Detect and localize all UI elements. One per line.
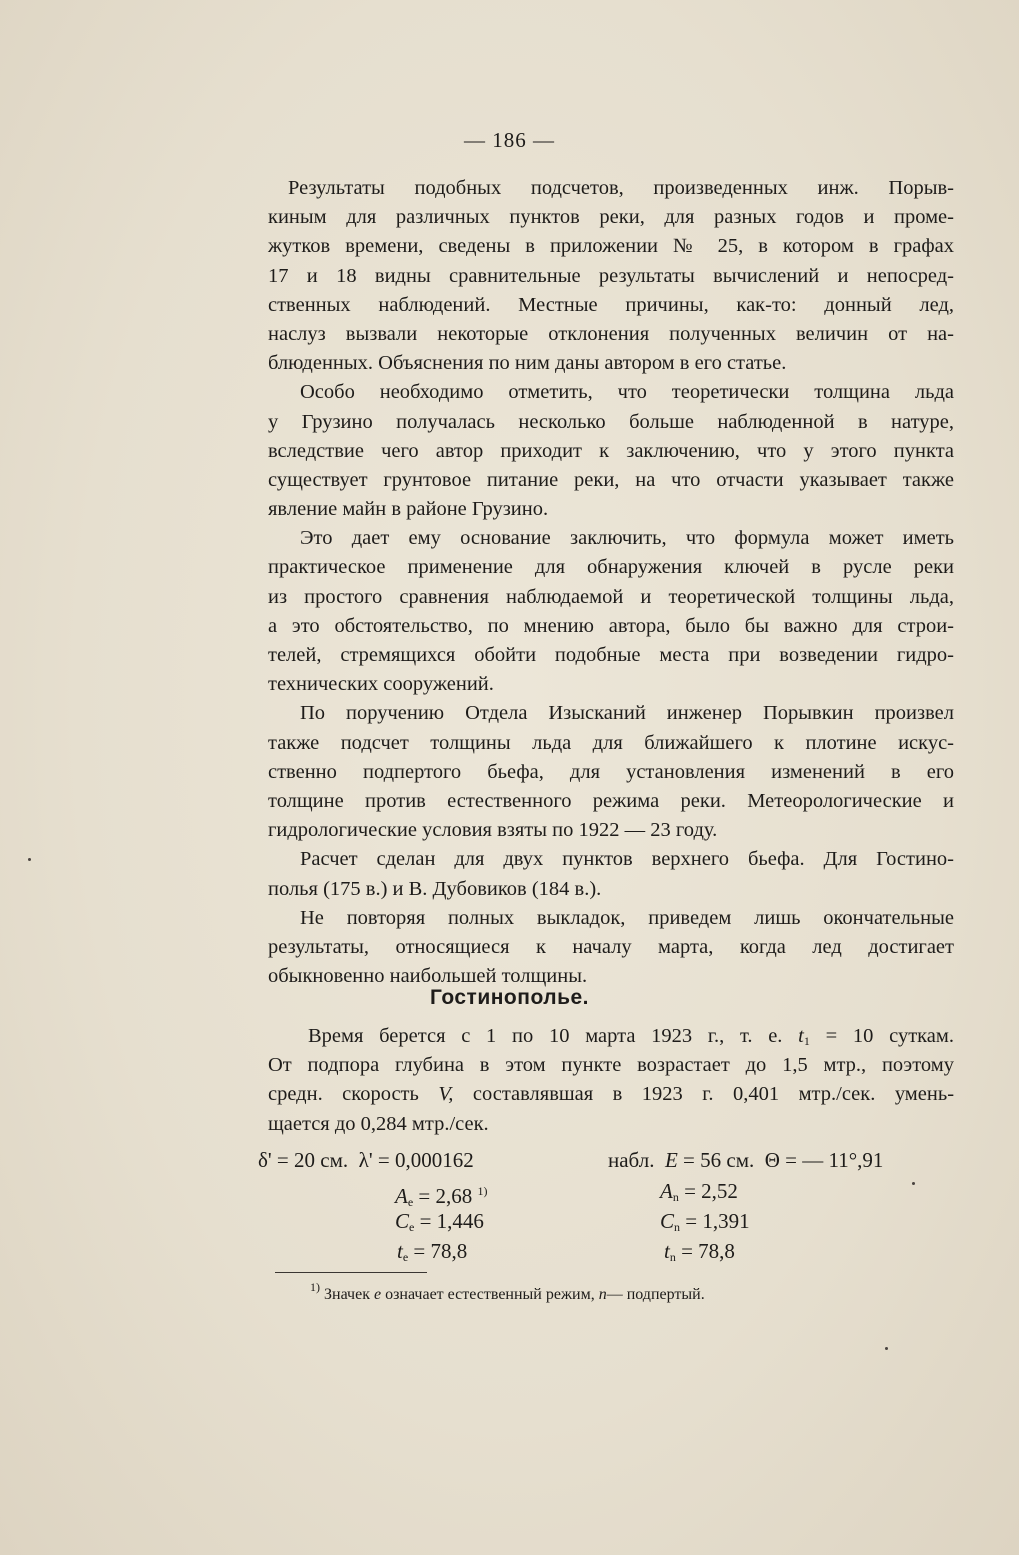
text-line: практическое применение для обнаружения ключей в русле реки	[268, 556, 954, 579]
formula-ae	[395, 1176, 488, 1207]
formula-cn	[660, 1206, 750, 1237]
theta-formula: Θ = — 11°,91	[764, 1148, 884, 1172]
e-subscript: e	[409, 1220, 415, 1234]
t1-value: = 10 суткам.	[825, 1025, 955, 1047]
text-line: Это дает ему основание заключить, что формула может иметь	[300, 527, 954, 550]
text-line: киным для различных пунктов реки, для разных годов и проме-	[268, 206, 954, 229]
scan-speck	[885, 1347, 888, 1350]
c-symbol: C	[660, 1209, 675, 1233]
c-symbol: C	[395, 1209, 410, 1233]
text-line: явление майн в районе Грузино.	[268, 498, 549, 521]
text-line: обыкновенно наибольшей толщины.	[268, 965, 588, 988]
n-subscript: n	[669, 1250, 676, 1264]
observed-label: набл.	[608, 1148, 655, 1172]
text-line: ственных наблюдений. Местные причины, как-то: донный лед,	[268, 293, 954, 316]
text-line: у Грузино получалась несколько больше наблюденной в натуре,	[268, 410, 954, 433]
text-line: блюденных. Объяснения по ним даны автором в его статье.	[268, 352, 787, 375]
cn-value: = 1,391	[685, 1209, 750, 1233]
formula-delta-lambda	[258, 1145, 474, 1176]
footnote-text: Значек	[324, 1286, 370, 1303]
text-line	[268, 1022, 954, 1051]
t-symbol: t	[397, 1239, 403, 1263]
text-line: жутков времени, сведены в приложении № 25, в котором в графах	[268, 235, 954, 258]
footnote-text: — подпертый.	[606, 1286, 705, 1303]
footnote-e-symbol: e	[373, 1286, 382, 1303]
text-line: Особо необходимо отметить, что теоретически толщина льда	[300, 381, 954, 404]
footnote-ref: 1)	[477, 1184, 488, 1198]
an-value: = 2,52	[684, 1179, 738, 1203]
text-line: полья (175 в.) и В. Дубовиков (184 в.).	[268, 877, 602, 900]
formula-te	[397, 1236, 467, 1267]
e-symbol: E	[664, 1148, 678, 1172]
text-line: ственно подпертого бьефа, для установления изменений в его	[268, 760, 954, 783]
n-subscript: n	[672, 1190, 679, 1204]
scan-speck	[28, 858, 31, 861]
footnote-divider	[275, 1272, 427, 1273]
text-line: также подсчет толщины льда для ближайшего к плотине искус-	[268, 731, 954, 754]
text-line: вследствие чего автор приходит к заключению, что у этого пункта	[268, 439, 954, 462]
velocity-symbol: V,	[438, 1083, 454, 1106]
text-segment: Время берется с 1 по 10 марта 1923 г., т. е.	[308, 1025, 783, 1047]
text-line: существует грунтовое питание реки, на что отчасти указывает также	[268, 468, 954, 491]
e-value: = 56 см.	[683, 1148, 755, 1172]
e-subscript: e	[407, 1195, 414, 1209]
text-line: гидрологические условия взяты по 1922 — 23 году.	[268, 819, 718, 842]
a-symbol: A	[660, 1179, 673, 1203]
text-line: 17 и 18 видны сравнительные результаты вычислений и непосред-	[268, 264, 954, 287]
text-line: наслуз вызвали некоторые отклонения полученных величин от на-	[268, 322, 954, 345]
text-line: технических сооружений.	[268, 673, 494, 696]
footnote-text: означает естественный режим,	[385, 1286, 595, 1303]
text-line: От подпора глубина в этом пункте возрастает до 1,5 мтр., поэтому	[268, 1054, 954, 1077]
lambda-formula: λ' = 0,000162	[358, 1148, 474, 1172]
t-symbol: t	[664, 1239, 670, 1263]
section-heading: Гостинополье.	[429, 986, 590, 1009]
text-segment: средн. скорость	[268, 1083, 419, 1106]
te-value: = 78,8	[413, 1239, 468, 1263]
a-symbol: A	[395, 1184, 408, 1208]
text-segment: составлявшая в 1923 г. 0,401 мтр./сек. умень-	[472, 1083, 955, 1106]
formula-tn	[664, 1236, 735, 1267]
main-text	[268, 174, 954, 991]
t1-symbol: t	[798, 1025, 804, 1047]
formula-observed	[608, 1145, 883, 1176]
t1-subscript: 1	[803, 1034, 810, 1048]
text-line: толщине против естественного режима реки. Метеорологические и	[268, 789, 954, 812]
tn-value: = 78,8	[681, 1239, 735, 1263]
n-subscript: n	[674, 1220, 681, 1234]
text-line: По поручению Отдела Изысканий инженер Порывкин произвел	[300, 702, 954, 725]
formula-ce	[395, 1206, 484, 1237]
delta-formula: δ' = 20 см.	[258, 1148, 349, 1172]
text-line: Не повторяя полных выкладок, приведем лишь окончательные	[300, 906, 954, 929]
footnote	[310, 1275, 705, 1307]
scan-speck	[912, 1182, 915, 1185]
e-subscript: e	[402, 1250, 409, 1264]
footnote-marker: 1)	[310, 1280, 320, 1294]
text-line: щается до 0,284 мтр./сек.	[268, 1112, 489, 1135]
text-line: Расчет сделан для двух пунктов верхнего бьефа. Для Гостино-	[300, 848, 954, 871]
footnote-n-symbol: n	[598, 1286, 607, 1303]
text-line: телей, стремящихся обойти подобные места при возведении гидро-	[268, 644, 954, 666]
ce-value: = 1,446	[419, 1209, 484, 1233]
text-line	[268, 1080, 954, 1109]
text-line: Результаты подобных подсчетов, произведенных инж. Порыв-	[288, 177, 954, 199]
page-number: — 186 —	[464, 128, 555, 152]
section-text	[268, 1022, 954, 1139]
text-line: из простого сравнения наблюдаемой и теоретической толщины льда,	[268, 585, 954, 608]
text-line: а это обстоятельство, по мнению автора, было бы важно для строи-	[268, 614, 954, 637]
ae-value: = 2,68	[418, 1184, 473, 1208]
text-line: результаты, относящиеся к началу марта, когда лед достигает	[268, 935, 954, 958]
formula-an	[660, 1176, 738, 1207]
